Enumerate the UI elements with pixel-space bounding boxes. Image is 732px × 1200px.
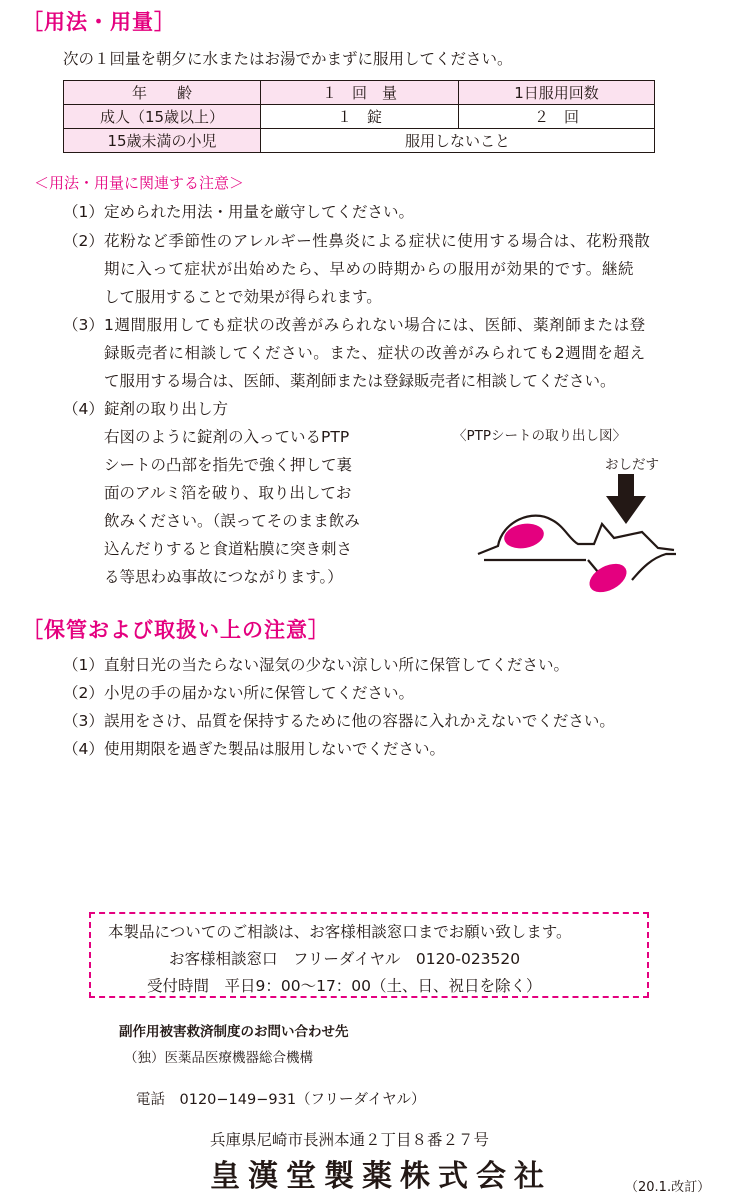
ptp-figure-caption: 〈PTPシートの取り出し図〉: [453, 428, 627, 444]
precaution-line: 1週間服用しても症状の改善がみられない場合には、医師、薬剤師または登: [104, 316, 646, 334]
table-header-age: 年 齢: [64, 81, 261, 105]
precaution-line: 花粉など季節性のアレルギー性鼻炎による症状に使用する場合は、花粉飛散: [104, 232, 651, 250]
relief-phone: 電話 0120−149−931（フリーダイヤル）: [136, 1092, 426, 1108]
precaution-line: 定められた用法・用量を厳守してください。: [104, 203, 415, 221]
table-header-times: 1日服用回数: [459, 81, 655, 105]
storage-item: 直射日光の当たらない湿気の少ない涼しい所に保管してください。: [104, 656, 570, 674]
company-address: 兵庫県尼崎市長洲本通２丁目８番２７号: [210, 1131, 490, 1149]
storage-item: 使用期限を過ぎた製品は服用しないでください。: [104, 740, 446, 758]
ptp-sheet-diagram: [470, 468, 690, 608]
storage-number: （3）: [63, 712, 104, 730]
precaution-number: （1）: [63, 203, 104, 221]
table-cell-age: 15歳未満の小児: [64, 129, 261, 153]
precaution-line: 錠剤の取り出し方: [104, 400, 229, 418]
relief-org: （独）医薬品医療機器総合機構: [124, 1050, 313, 1066]
contact-phone: お客様相談窓口 フリーダイヤル 0120-023520: [169, 950, 521, 968]
relief-title: 副作用被害救済制度のお問い合わせ先: [119, 1024, 349, 1040]
precaution-number: （4）: [63, 400, 104, 418]
precaution-line: 期に入って症状が出始めたら、早めの時期からの服用が効果的です。継続: [104, 260, 635, 278]
ptp-sheet-outline: [632, 554, 676, 580]
table-row: [64, 129, 655, 153]
table-row: [64, 105, 655, 129]
precaution-number: （3）: [63, 316, 104, 334]
ptp-sheet-outline: [588, 560, 598, 572]
revision-date: （20.1.改訂）: [625, 1180, 711, 1195]
precautions-heading: ＜用法・用量に関連する注意＞: [34, 174, 245, 192]
precaution-line: 録販売者に相談してください。また、症状の改善がみられても2週間を超え: [104, 344, 646, 362]
table-cell-times: ２ 回: [459, 105, 655, 129]
storage-number: （2）: [63, 684, 104, 702]
push-arrow-icon: [606, 474, 646, 524]
precaution-line: て服用する場合は、医師、薬剤師または登録販売者に相談してください。: [104, 372, 616, 390]
usage-heading: ［用法・用量］: [22, 10, 176, 34]
table-cell-age: 成人（15歳以上）: [64, 105, 261, 129]
table-cell-merged: 服用しないこと: [261, 129, 655, 153]
dosage-table: [63, 80, 655, 153]
push-label: おしだす: [605, 457, 659, 473]
ptp-instruction-line: 飲みください。（誤ってそのまま飲み: [104, 512, 360, 530]
storage-item: 小児の手の届かない所に保管してください。: [104, 684, 415, 702]
ptp-instruction-line: る等思わぬ事故につながります。）: [104, 568, 343, 586]
company-name: 皇漢堂製薬株式会社: [210, 1159, 552, 1194]
table-header-dose: １ 回 量: [261, 81, 459, 105]
table-cell-dose: １ 錠: [261, 105, 459, 129]
contact-hours: 受付時間 平日9：00〜17：00（土、日、祝日を除く）: [147, 977, 542, 995]
ptp-instruction-line: シートの凸部を指先で強く押して裏: [104, 456, 353, 474]
ptp-instruction-line: 右図のように錠剤の入っているPTP: [104, 428, 350, 446]
precaution-line: して服用することで効果が得られます。: [104, 288, 382, 306]
storage-number: （1）: [63, 656, 104, 674]
precaution-number: （2）: [63, 232, 104, 250]
contact-box: [89, 912, 649, 998]
table-header-row: [64, 81, 655, 105]
contact-intro: 本製品についてのご相談は、お客様相談窓口までお願い致します。: [108, 923, 572, 941]
usage-intro: 次の１回量を朝夕に水またはお湯でかまずに服用してください。: [63, 50, 513, 68]
storage-number: （4）: [63, 740, 104, 758]
storage-heading: ［保管および取扱い上の注意］: [22, 618, 330, 642]
ptp-instruction-line: 面のアルミ箔を破り、取り出してお: [104, 484, 352, 502]
ptp-instruction-line: 込んだりすると食道粘膜に突き刺さ: [104, 540, 353, 558]
storage-item: 誤用をさけ、品質を保持するために他の容器に入れかえないでください。: [104, 712, 615, 730]
